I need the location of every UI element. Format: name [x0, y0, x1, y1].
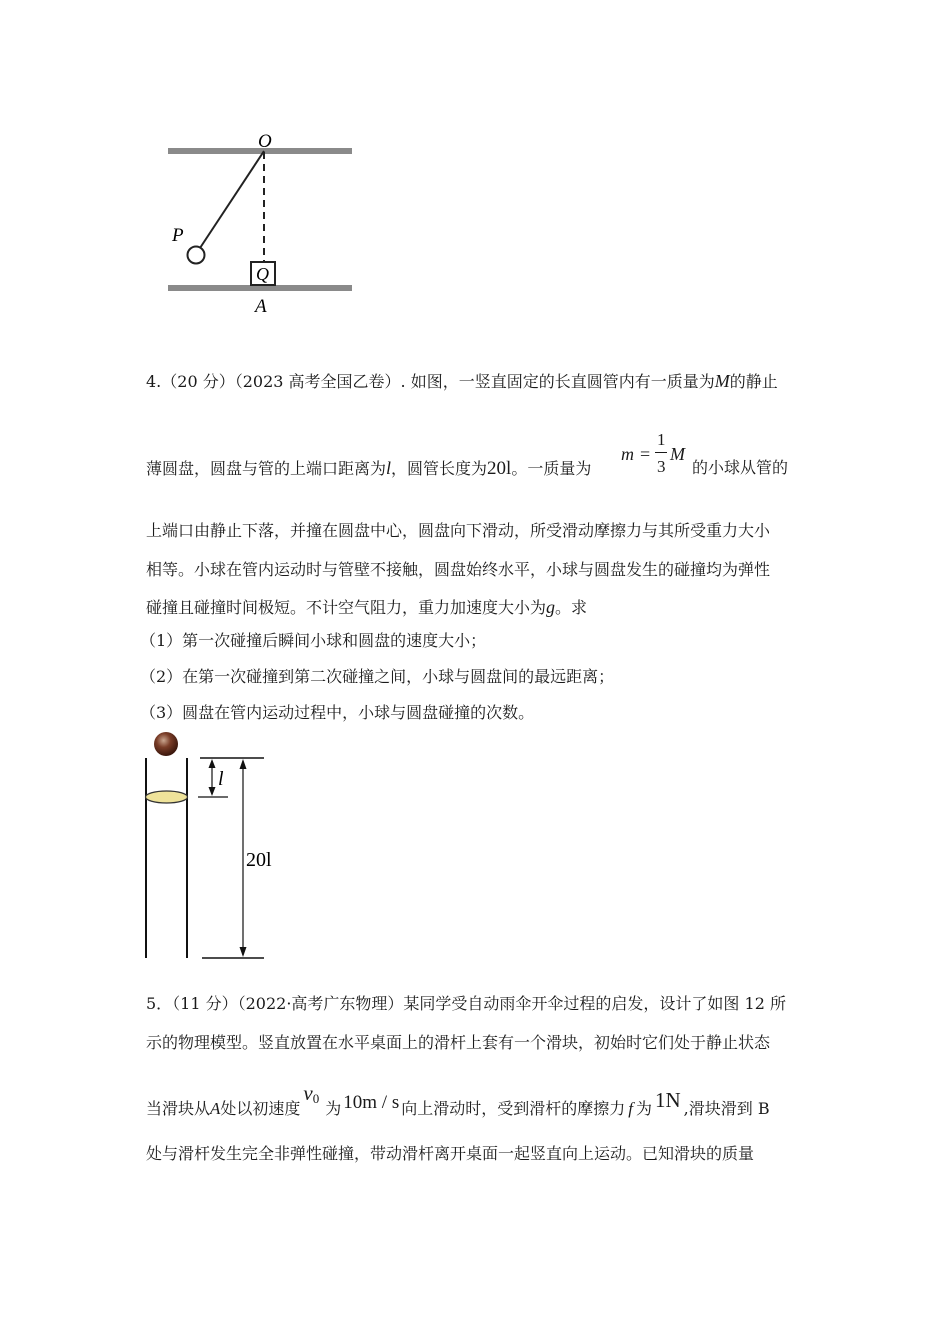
formula-numerator: 1 [657, 430, 666, 449]
q5-line1: 5．（11 分）（2022·高考广东物理）某同学受自动雨伞开伞过程的启发，设计了如图 12 所 [146, 994, 786, 1013]
formula-eq: = [640, 444, 651, 464]
q4-line2-end: 的小球从管的 [692, 458, 789, 477]
label-a: A [255, 296, 267, 317]
q4-line2: 薄圆盘，圆盘与管的上端口距离为l，圆管长度为20l。一质量为 [146, 458, 592, 479]
q5-line3: 当滑块从A处以初速度v0为 10m / s 向上滑动时，受到滑杆的摩擦力 f 为 1N ,滑块滑到 B [146, 1081, 770, 1118]
q4-line5: 碰撞且碰撞时间极短。不计空气阻力，重力加速度大小为g。求 [146, 597, 588, 617]
speed-value: 10m / s [343, 1092, 400, 1113]
q4-sub2: （2）在第一次碰撞到第二次碰撞之间，小球与圆盘间的最远距离； [140, 667, 615, 686]
label-q: Q [256, 264, 269, 284]
q5-line4: 处与滑杆发生完全非弹性碰撞，带动滑杆离开桌面一起竖直向上运动。已知滑块的质量 [146, 1144, 755, 1163]
pendulum-figure [160, 125, 360, 320]
thin-disk [146, 791, 188, 803]
ball-p [188, 247, 205, 264]
label-20l: 20l [246, 849, 272, 871]
arrowhead-l-bottom [209, 787, 216, 796]
pendulum-rod [200, 151, 264, 248]
falling-ball [154, 732, 178, 756]
value-20l: 20l [487, 458, 512, 479]
q4-line3: 上端口由静止下落，并撞在圆盘中心，圆盘向下滑动，所受滑动摩擦力与其所受重力大小 [146, 521, 771, 540]
arrowhead-l-top [209, 759, 216, 768]
q5-line2: 示的物理模型。竖直放置在水平桌面上的滑杆上套有一个滑块，初始时它们处于静止状态 [146, 1033, 771, 1052]
var-M: M [714, 371, 730, 391]
formula-M: M [670, 444, 685, 464]
var-A: A [210, 1099, 221, 1118]
q4-sub3: （3）圆盘在管内运动过程中，小球与圆盘碰撞的次数。 [140, 703, 535, 722]
var-v0: v0 [303, 1081, 320, 1106]
var-f: f [628, 1099, 633, 1118]
label-o: O [258, 131, 272, 152]
tube-figure [130, 728, 280, 964]
label-p: P [172, 225, 184, 246]
q4-sub1: （1）第一次碰撞后瞬间小球和圆盘的速度大小； [140, 631, 487, 650]
force-value: 1N [654, 1088, 681, 1112]
fraction-bar [655, 452, 667, 453]
formula-denominator: 3 [657, 457, 666, 476]
arrowhead-20l-top [240, 759, 247, 769]
arrowhead-20l-bottom [240, 947, 247, 957]
q4-line4: 相等。小球在管内运动时与管壁不接触，圆盘始终水平，小球与圆盘发生的碰撞均为弹性 [146, 560, 771, 579]
formula-m: m [621, 444, 634, 464]
label-l: l [218, 768, 224, 790]
var-g: g [546, 597, 556, 617]
var-l: l [386, 458, 392, 478]
q4-line1: 4.（20 分）（2023 高考全国乙卷）. 如图，一竖直固定的长直圆管内有一质量为M的静止 [146, 371, 778, 391]
